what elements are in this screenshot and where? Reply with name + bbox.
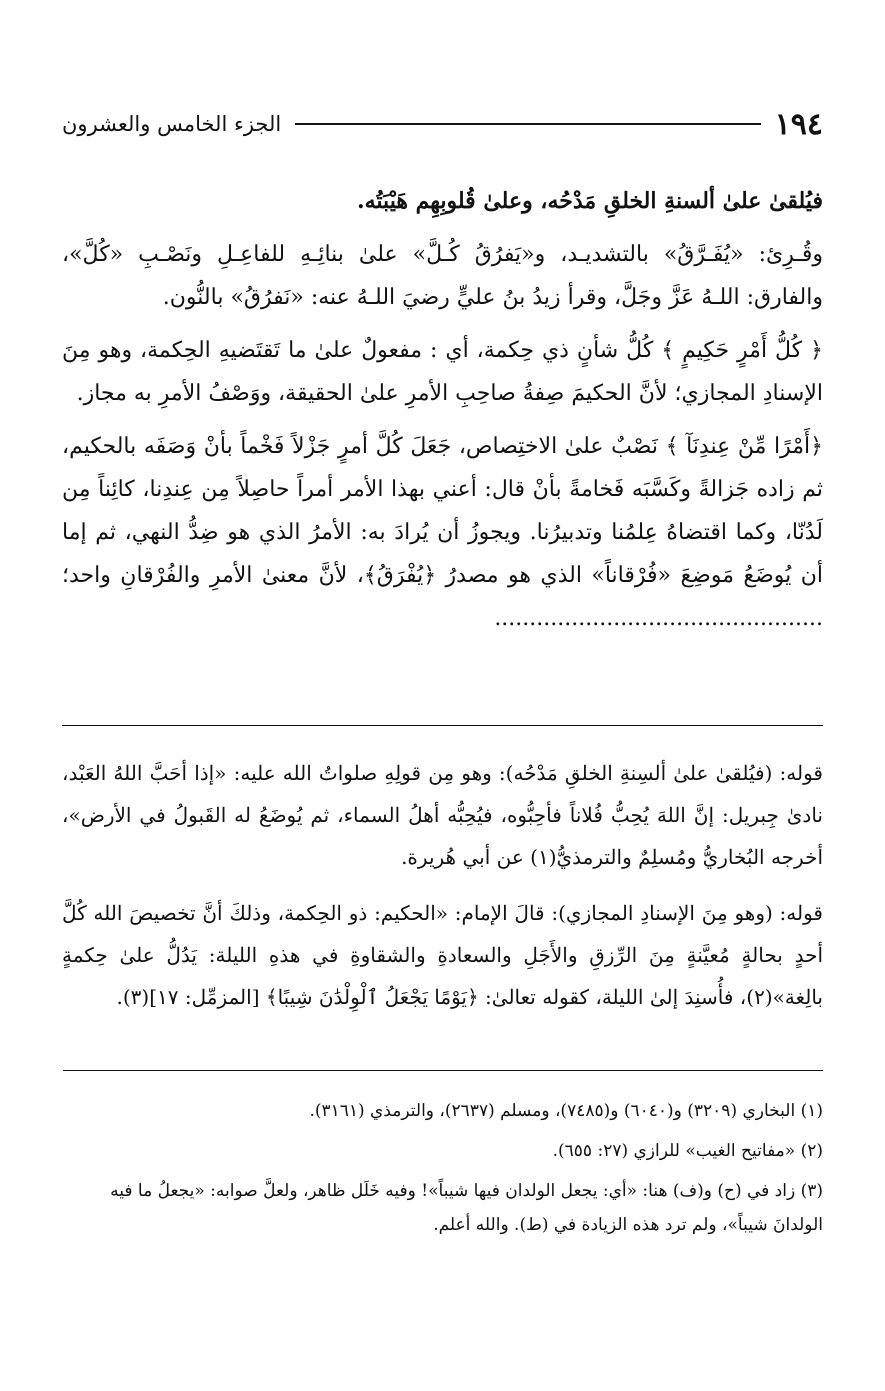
commentary-paragraph-2: قوله: (وهو مِنَ الإسنادِ المجازي): قالَ الإمام: «الحكيم: ذو الحِكمة، وذلكَ أنَّ تخصيصَ الله كُلَّ أحدٍ بحالةٍ مُعيَّنةٍ مِنَ الرِّزقِ والأَجَلِ والسعادةِ والشقاوةِ في هذهِ الليلة: يَدُلُّ علىٰ حِكمةٍ بالِغة»(٢)، فأُسنِدَ إلىٰ الليلة، كقوله تعالىٰ: ﴿يَوْمًا يَجْعَلُ ٱلْوِلْدَٰنَ شِيبًا﴾ [المزمِّل: ١٧](٣). (62, 901, 823, 1009)
footnote-1: (١) البخاري (٣٢٠٩) و(٦٠٤٠) و(٧٤٨٥)، ومسلم (٢٦٣٧)، والترمذي (٣١٦١). (309, 1101, 823, 1121)
footnotes (62, 1094, 823, 1248)
commentary (62, 752, 823, 1032)
main-paragraph-1: فيُلقىٰ علىٰ ألسنةِ الخلقِ مَدْحُه، وعلىٰ قُلوبِهِم هَيْبَتُه. (356, 188, 823, 214)
continuation-dots: ............................................... (494, 606, 823, 631)
footnote-2: (٢) «مفاتيح الغيب» للرازي (٢٧: ٦٥٥). (552, 1141, 823, 1161)
page-number: ١٩٤ (774, 106, 823, 142)
header-rule (295, 123, 760, 125)
running-title: الجزء الخامس والعشرون (62, 112, 282, 136)
commentary-paragraph-1: قوله: (فيُلقىٰ علىٰ ألسِنةِ الخلقِ مَدْحُه): وهو مِن قولِهِ صلواتُ الله عليه: «إذا أحَبَّ اللهُ العَبْد، نادىٰ جِبريل: إنَّ اللهَ يُحِبُّ فُلاناً فأحِبُّوه، فيُحِبُّه أهلُ السماء، ثم يُوضَعُ له القَبولُ في الأرض»، أخرجه البُخاريُّ ومُسلِمٌ والترمذيُّ(١) عن أبي هُريرة. (62, 761, 824, 869)
main-paragraph-2: وقُـرِئ: «يُفَـرَّقُ» بالتشديـد، و«يَفرُقُ كُـلَّ» علىٰ بنائِـهِ للفاعِـلِ ونَصْـبِ «كُلَّ»، والفارق: اللـهُ عَزَّ وجَلَّ، وقرأ زيدُ بنُ عليٍّ رضيَ اللـهُ عنه: «نَفرُقُ» بالنُّون. (62, 242, 823, 310)
main-paragraph-3: ﴿ كُلُّ أَمْرٍ حَكِيمٍ ﴾ كُلُّ شأنٍ ذي حِكمة، أي : مفعولٌ علىٰ ما تَقتَضيهِ الحِكمة، وهو مِنَ الإسنادِ المجازي؛ لأنَّ الحكيمَ صِفةُ صاحِبِ الأمرِ علىٰ الحقيقة، ووَصْفُ الأمرِ به مجاز. (62, 338, 823, 406)
main-paragraph-4-text: ﴿أَمْرًا مِّنْ عِندِنَآ ﴾ نَصْبٌ علىٰ الاختِصاص، جَعَلَ كُلَّ أمرٍ جَزْلاً فَخْماً بأنْ وَصَفَه بالحكيم، ثم زاده جَزالةً وكَسَّبَه فَخامةً بأنْ قال: أعني بهذا الأمر أمراً حاصِلاً مِن عِندِنا، كائِناً مِن لَدُنّا، وكما اقتضاهُ عِلمُنا وتدبيرُنا. ويجوزُ أن يُرادَ به: الأمرُ الذي هو ضِدُّ النهي، ثم إما أن يُوضَعُ مَوضِعَ «فُرْقاناً» الذي هو مصدرُ ﴿يُفْرَقُ﴾، لأنَّ معنىٰ الأمرِ والفُرْقانِ واحد؛ (62, 434, 823, 588)
footnote-3: (٣) زاد في (ح) و(ف) هنا: «أي: يجعل الولدان فيها شيباً»! وفيه خَلَل ظاهر، ولعلَّ صوابه: «يجعلُ ما فيه الولدانَ شيباً»، ولم ترد هذه الزيادة في (ط). والله أعلم. (110, 1181, 823, 1235)
main-text (62, 180, 823, 650)
footnote-rule (63, 1070, 823, 1071)
page-header (62, 104, 823, 144)
main-paragraph-4 (62, 425, 823, 640)
main-commentary-separator (62, 725, 823, 726)
